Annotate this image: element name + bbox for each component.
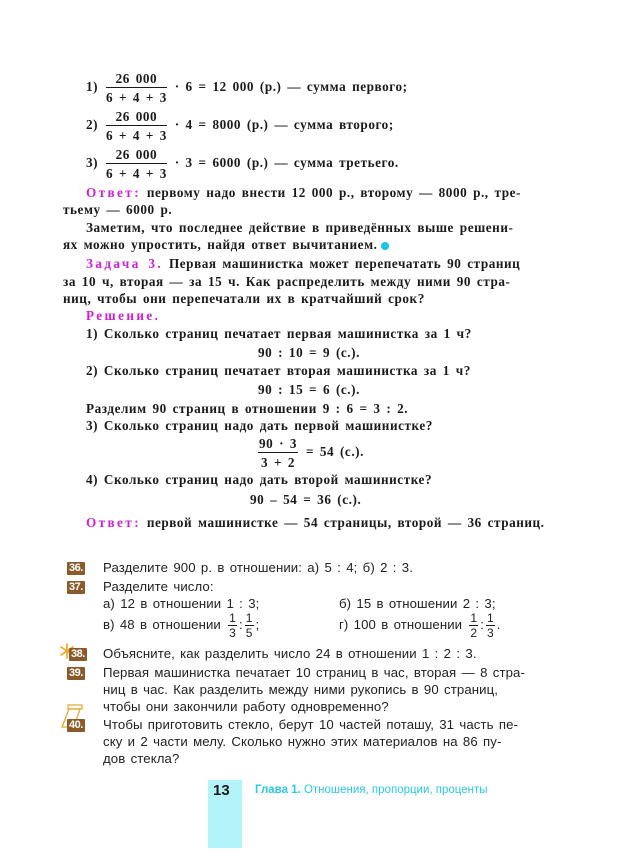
fraction-denominator: 3 + 2: [261, 455, 296, 471]
question-1: 1) Сколько страниц печатает первая машинистка за 1 ч?: [86, 326, 472, 341]
note-line-1: Заметим, что последнее действие в приведённых выше решени-: [86, 220, 514, 235]
fraction-numerator: 1: [486, 611, 494, 625]
step-text: · 3 = 6000 (р.) — сумма третьего.: [174, 155, 399, 171]
fraction-denominator: 2: [470, 626, 478, 640]
task-label: Задача 3.: [86, 256, 164, 271]
step-number: 3): [86, 155, 99, 171]
page-number: 13: [213, 782, 230, 799]
fraction-numerator: 1: [229, 611, 236, 625]
solution-step-3: [86, 148, 399, 180]
answer-label: Ответ:: [86, 185, 141, 200]
answer-label: Ответ:: [86, 515, 141, 530]
exercise-39-line-3: чтобы они закончили работу одновременно?: [103, 699, 389, 714]
fraction-numerator: 26 000: [106, 148, 167, 164]
exercise-number-badge: 38.: [71, 648, 85, 660]
fraction-denominator: 5: [245, 626, 253, 640]
exercise-40-line-1: Чтобы приготовить стекло, берут 10 частей поташу, 31 часть пе-: [103, 717, 519, 732]
ratio-statement: Разделим 90 страниц в отношении 9 : 6 = 3 : 2.: [86, 401, 409, 416]
answer-text: первому надо внести 12 000 р., второму — 8000 р., тре-: [146, 185, 521, 200]
formula-3: [256, 437, 364, 469]
step-number: 1): [86, 79, 99, 95]
fraction-numerator: 1: [245, 611, 253, 625]
fraction-denominator: 6 + 4 + 3: [105, 166, 167, 182]
answer-1-line-2: тьему — 6000 р.: [63, 202, 173, 217]
exercise-number-badge: 37.: [69, 581, 83, 593]
answer-1-line-1: [86, 185, 521, 201]
task-text: Первая машинистка может перепечатать 90 страниц: [168, 256, 521, 271]
exercise-40-line-3: дов стекла?: [103, 751, 180, 766]
exercise-37-c: в) 48 в отношении $\frac{1}{3}$ : $\frac{1}{5}$ ;: [103, 611, 260, 640]
question-3: 3) Сколько страниц надо дать первой машинистке?: [86, 418, 433, 433]
fraction-denominator: 3: [229, 626, 236, 640]
step-text: · 4 = 8000 (р.) — сумма второго;: [174, 117, 394, 133]
fraction-numerator: 26 000: [106, 72, 167, 88]
fraction: [106, 110, 167, 142]
fraction: [106, 148, 167, 180]
question-4: 4) Сколько страниц надо дать второй машинистке?: [86, 472, 433, 487]
exercise-39-line-1: Первая машинистка печатает 10 страниц в час, вторая — 8 стра-: [103, 665, 525, 680]
fraction: [258, 437, 298, 469]
exercise-36: Разделите 900 р. в отношении: а) 5 : 4; б) 2 : 3.: [103, 560, 414, 575]
task-3-line-1: [86, 256, 520, 272]
exercise-39-line-2: ниц в час. Как разделить между ними рукопись в 90 страниц,: [103, 682, 499, 697]
formula-4: 90 – 54 = 36 (с.).: [250, 492, 362, 507]
fraction-numerator: 1: [470, 611, 478, 625]
fraction-numerator: 90 · 3: [258, 437, 298, 453]
fraction: [245, 612, 254, 639]
step-text: · 6 = 12 000 (р.) — сумма первого;: [174, 79, 408, 95]
exercise-item-text: г) 100 в отношении: [339, 616, 463, 632]
task-3-line-2: за 10 ч, вторая — за 15 ч. Как распределить между ними 90 стра-: [63, 274, 511, 289]
fraction-denominator: 6 + 4 + 3: [105, 90, 167, 106]
exercise-number-badge: 39.: [69, 667, 83, 679]
end-of-solution-dot-icon: [381, 242, 389, 250]
exercise-item-text: в) 48 в отношении: [103, 616, 221, 632]
exercise-37-text: Разделите число:: [103, 579, 214, 594]
answer-2: [86, 515, 545, 531]
fraction: [228, 612, 237, 639]
question-2: 2) Сколько страниц печатает вторая машинистка за 1 ч?: [86, 363, 471, 378]
formula-1: 90 : 10 = 9 (с.).: [258, 345, 360, 360]
chapter-label: Глава 1.: [255, 784, 301, 796]
answer-text: первой машинистке — 54 страницы, второй — 36 страниц.: [146, 515, 545, 530]
solution-step-2: [86, 110, 394, 142]
exercise-37-a: а) 12 в отношении 1 : 3;: [103, 596, 260, 611]
fraction: [469, 612, 478, 639]
formula-result: = 54 (с.).: [305, 444, 364, 460]
exercise-40-line-2: ску и 2 части мелу. Сколько нужно этих материалов на 86 пу-: [103, 734, 502, 749]
exercise-37-b: б) 15 в отношении 2 : 3;: [339, 596, 496, 611]
chapter-running-head: [255, 784, 488, 796]
chapter-title: Отношения, пропорции, проценты: [303, 784, 488, 796]
fraction: [486, 612, 495, 639]
task-3-line-3: ниц, чтобы они перепечатали их в кратчайший срок?: [63, 291, 425, 306]
note-text: ях можно упростить, найдя ответ вычитанием.: [63, 237, 378, 252]
fraction-numerator: 26 000: [106, 110, 167, 126]
note-line-2: [63, 237, 389, 253]
exercise-number-badge: 40.: [69, 719, 83, 731]
exercise-number-badge: 36.: [69, 562, 83, 574]
exercise-38: Объясните, как разделить число 24 в отношении 1 : 2 : 3.: [103, 646, 477, 661]
fraction-denominator: 3: [486, 626, 494, 640]
step-number: 2): [86, 117, 99, 133]
formula-2: 90 : 15 = 6 (с.).: [258, 382, 360, 397]
exercise-37-d: г) 100 в отношении $\frac{1}{2}$ : $\frac{1}{3}$ .: [339, 611, 501, 640]
solution-heading: Решение.: [86, 308, 161, 323]
fraction-denominator: 6 + 4 + 3: [105, 128, 167, 144]
fraction: [106, 72, 167, 104]
solution-step-1: [86, 72, 408, 104]
